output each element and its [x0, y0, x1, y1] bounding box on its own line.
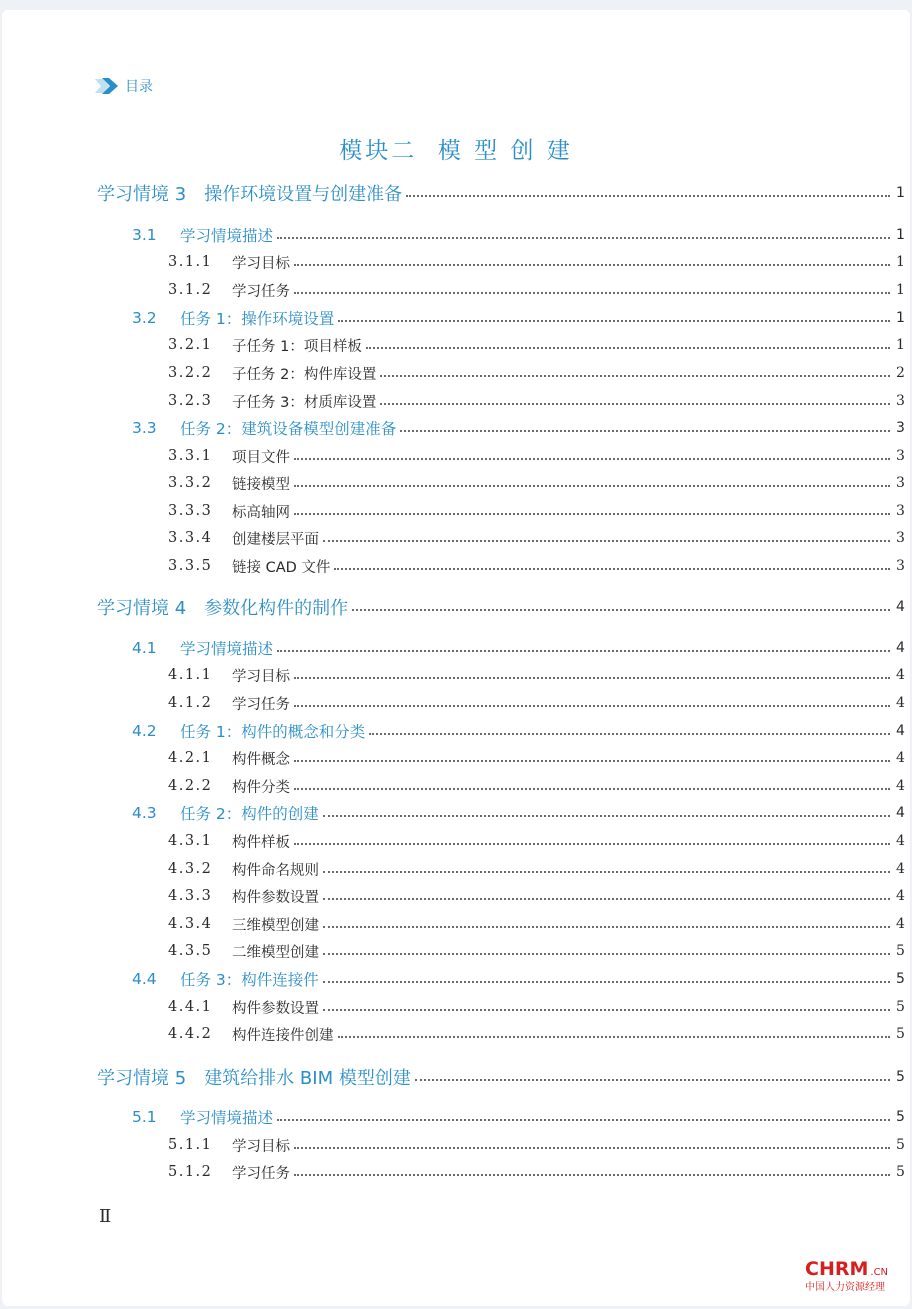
toc-entry-number: 4.1: [132, 639, 157, 657]
toc-entry-page: 4: [896, 599, 905, 615]
toc-chapter-row[interactable]: [0, 597, 912, 617]
toc-entry-title: 构件参数设置: [232, 1000, 319, 1017]
toc-entry-number: 3.2.2: [168, 365, 213, 381]
toc-entry-number: 4.2.1: [168, 750, 213, 766]
toc-entry-page: 3: [896, 448, 905, 464]
toc-entry-title: 子任务 1：项目样板: [232, 338, 362, 355]
toc-entry-number: 3.2: [132, 309, 157, 327]
toc-entry-title: 学习情境描述: [180, 227, 274, 245]
toc-entry-page: 1: [896, 310, 905, 326]
toc-entry-page: 4: [896, 833, 905, 849]
dot-leader: [277, 236, 890, 239]
toc-entry-number: 5.1.2: [168, 1164, 213, 1180]
toc-section-row[interactable]: [0, 418, 912, 438]
toc-entry-page: 4: [896, 640, 905, 656]
toc-section-row[interactable]: [0, 969, 912, 989]
toc-section-row[interactable]: [0, 308, 912, 328]
toc-entry-title: 学习情境描述: [180, 1109, 274, 1127]
toc-entry-title: 任务 1：操作环境设置: [180, 310, 335, 328]
toc-entry-page: 1: [896, 185, 905, 201]
toc-entry-page: 3: [896, 558, 905, 574]
toc-entry-page: 5: [896, 1069, 905, 1085]
toc-chapter-row[interactable]: [0, 1067, 912, 1087]
toc-entry-title: 链接模型: [232, 476, 290, 493]
toc-sub-row[interactable]: [0, 748, 912, 768]
toc-entry-number: 3.2.3: [168, 393, 213, 409]
toc-entry-number: 4.3: [132, 804, 157, 822]
toc-entry-number: 3.3.5: [168, 558, 213, 574]
toc-section-row[interactable]: [0, 1107, 912, 1127]
toc-entry-page: 4: [896, 861, 905, 877]
toc-sub-row[interactable]: [0, 252, 912, 272]
toc-entry-page: 4: [896, 805, 905, 821]
toc-entry-title: 构件连接件创建: [232, 1027, 334, 1044]
dot-leader: [277, 1118, 890, 1121]
toc-entry-number: 5.1.1: [168, 1137, 213, 1153]
toc-entry-title: 二维模型创建: [232, 944, 319, 961]
dot-leader: [406, 194, 890, 197]
dot-leader: [294, 842, 890, 845]
toc-entry-number: 3.3.3: [168, 503, 213, 519]
toc-entry-page: 3: [896, 475, 905, 491]
toc-entry-number: 4.3.4: [168, 916, 213, 932]
dot-leader: [294, 704, 890, 707]
toc-sub-row[interactable]: [0, 335, 912, 355]
dot-leader: [323, 952, 890, 955]
logo-tagline: 中国人力资源经理: [805, 1282, 885, 1293]
toc-entry-title: 构件概念: [232, 751, 290, 768]
toc-entry-page: 4: [896, 723, 905, 739]
toc-entry-title: 学习目标: [232, 668, 290, 685]
toc-entry-page: 4: [896, 667, 905, 683]
toc-sub-row[interactable]: [0, 446, 912, 466]
dot-leader: [400, 429, 890, 432]
toc-entry-number: 4.3.5: [168, 943, 213, 959]
toc-entry-title: 构件分类: [232, 779, 290, 796]
toc-sub-row[interactable]: [0, 501, 912, 521]
toc-entry-title: 子任务 3：材质库设置: [232, 394, 377, 411]
dot-leader: [323, 897, 890, 900]
toc-entry-title: 任务 3：构件连接件: [180, 971, 319, 989]
dot-leader: [277, 649, 890, 652]
toc-entry-title: 子任务 2：构件库设置: [232, 366, 377, 383]
toc-sub-row[interactable]: [0, 1162, 912, 1182]
toc-entry-title: 项目文件: [232, 449, 290, 466]
toc-entry-number: 3.3: [132, 419, 157, 437]
logo-domain: .CN: [870, 1267, 889, 1278]
toc-entry-title: 构件样板: [232, 834, 290, 851]
dot-leader: [323, 539, 890, 542]
dot-leader: [294, 512, 890, 515]
toc-entry-page: 5: [896, 1109, 905, 1125]
toc-entry-page: 4: [896, 750, 905, 766]
dot-leader: [294, 676, 890, 679]
toc-entry-page: 1: [896, 227, 905, 243]
dot-leader: [294, 457, 890, 460]
toc-sub-row[interactable]: [0, 693, 912, 713]
dot-leader: [380, 374, 890, 377]
toc-entry-number: 3.2.1: [168, 337, 213, 353]
dot-leader: [294, 484, 890, 487]
toc-entry-number: 4.4.2: [168, 1026, 213, 1042]
toc-entry-page: 3: [896, 503, 905, 519]
dot-leader: [294, 263, 890, 266]
toc-chapter-row[interactable]: [0, 183, 912, 203]
toc-entry-number: 5.1: [132, 1108, 157, 1126]
dot-leader: [334, 567, 890, 570]
toc-entry-title: 链接 CAD 文件: [232, 559, 331, 576]
dot-leader: [294, 1146, 890, 1149]
toc-entry-page: 1: [896, 337, 905, 353]
logo-brand: CHRM: [805, 1258, 869, 1280]
toc-sub-row[interactable]: [0, 473, 912, 493]
toc-entry-title: 学习任务: [232, 1165, 290, 1182]
toc-entry-number: 4.3.1: [168, 833, 213, 849]
toc-entry-title: 学习情境描述: [180, 640, 274, 658]
toc-entry-page: 3: [896, 530, 905, 546]
dot-leader: [323, 814, 890, 817]
toc-sub-row[interactable]: [0, 556, 912, 576]
toc-entry-title: 构件参数设置: [232, 889, 319, 906]
dot-leader: [369, 732, 890, 735]
dot-leader: [294, 787, 890, 790]
toc-sub-row[interactable]: [0, 941, 912, 961]
toc-entry-title: 创建楼层平面: [232, 531, 319, 548]
module-title: 模块二 模 型 创 建: [339, 138, 573, 164]
dot-leader: [415, 1078, 890, 1081]
toc-entry-title: 任务 2：建筑设备模型创建准备: [180, 420, 397, 438]
toc-entry-number: 3.1.1: [168, 254, 213, 270]
dot-leader: [323, 980, 890, 983]
toc-sub-row[interactable]: [0, 776, 912, 796]
toc-entry-title: 参数化构件的制作: [204, 598, 349, 619]
toc-entry-number: 4.3.2: [168, 861, 213, 877]
toc-entry-number: 3.3.4: [168, 530, 213, 546]
dot-leader: [294, 1173, 890, 1176]
toc-section-row[interactable]: [0, 721, 912, 741]
header-label: 目录: [125, 79, 153, 95]
toc-entry-number: 3.3.1: [168, 448, 213, 464]
dot-leader: [294, 291, 890, 294]
toc-entry-number: 学习情境 4: [97, 598, 187, 619]
toc-entry-number: 学习情境 5: [97, 1068, 187, 1089]
toc-sub-row[interactable]: [0, 363, 912, 383]
toc-entry-title: 学习目标: [232, 1138, 290, 1155]
dot-leader: [338, 319, 890, 322]
toc-entry-page: 5: [896, 1026, 905, 1042]
toc-entry-title: 构件命名规则: [232, 862, 319, 879]
page-number: Ⅱ: [99, 1206, 112, 1227]
toc-sub-row[interactable]: [0, 859, 912, 879]
toc-entry-number: 4.3.3: [168, 888, 213, 904]
toc-entry-page: 4: [896, 916, 905, 932]
toc-entry-page: 4: [896, 695, 905, 711]
toc-entry-title: 学习任务: [232, 283, 290, 300]
toc-entry-page: 5: [896, 1137, 905, 1153]
toc-entry-number: 3.1.2: [168, 282, 213, 298]
toc-section-row[interactable]: [0, 638, 912, 658]
dot-leader: [323, 925, 890, 928]
toc-entry-page: 3: [896, 420, 905, 436]
toc-entry-number: 4.4: [132, 970, 157, 988]
toc-sub-row[interactable]: [0, 280, 912, 300]
toc-entry-page: 5: [896, 971, 905, 987]
toc-entry-title: 任务 2：构件的创建: [180, 805, 319, 823]
toc-sub-row[interactable]: [0, 665, 912, 685]
dot-leader: [323, 1008, 890, 1011]
toc-section-row[interactable]: [0, 225, 912, 245]
toc-entry-number: 4.1.2: [168, 695, 213, 711]
toc-sub-row[interactable]: [0, 997, 912, 1017]
toc-sub-row[interactable]: [0, 391, 912, 411]
toc-entry-number: 3.1: [132, 226, 157, 244]
toc-entry-page: 4: [896, 778, 905, 794]
watermark-logo: [805, 1258, 909, 1304]
dot-leader: [380, 402, 890, 405]
toc-sub-row[interactable]: [0, 886, 912, 906]
dot-leader: [366, 346, 890, 349]
dot-leader: [352, 608, 890, 611]
dot-leader: [323, 870, 890, 873]
toc-entry-title: 操作环境设置与创建准备: [204, 184, 403, 205]
toc-sub-row[interactable]: [0, 831, 912, 851]
toc-entry-number: 3.3.2: [168, 475, 213, 491]
toc-entry-page: 3: [896, 393, 905, 409]
toc-entry-page: 1: [896, 254, 905, 270]
toc-entry-number: 学习情境 3: [97, 184, 187, 205]
toc-sub-row[interactable]: [0, 1024, 912, 1044]
toc-sub-row[interactable]: [0, 1135, 912, 1155]
toc-entry-number: 4.2: [132, 722, 157, 740]
dot-leader: [294, 759, 890, 762]
toc-entry-title: 任务 1：构件的概念和分类: [180, 723, 366, 741]
toc-sub-row[interactable]: [0, 914, 912, 934]
toc-entry-page: 2: [896, 365, 905, 381]
toc-entry-number: 4.1.1: [168, 667, 213, 683]
toc-entry-number: 4.4.1: [168, 999, 213, 1015]
dot-leader: [338, 1035, 891, 1038]
toc-entry-page: 1: [896, 282, 905, 298]
toc-entry-title: 建筑给排水 BIM 模型创建: [204, 1068, 411, 1089]
toc-entry-page: 5: [896, 1164, 905, 1180]
toc-entry-page: 5: [896, 943, 905, 959]
toc-entry-page: 5: [896, 999, 905, 1015]
toc-section-row[interactable]: [0, 803, 912, 823]
toc-entry-title: 学习任务: [232, 696, 290, 713]
toc-entry-title: 标高轴网: [232, 504, 290, 521]
toc-entry-title: 三维模型创建: [232, 917, 319, 934]
toc-entry-title: 学习目标: [232, 255, 290, 272]
toc-sub-row[interactable]: [0, 528, 912, 548]
toc-entry-number: 4.2.2: [168, 778, 213, 794]
toc-entry-page: 4: [896, 888, 905, 904]
